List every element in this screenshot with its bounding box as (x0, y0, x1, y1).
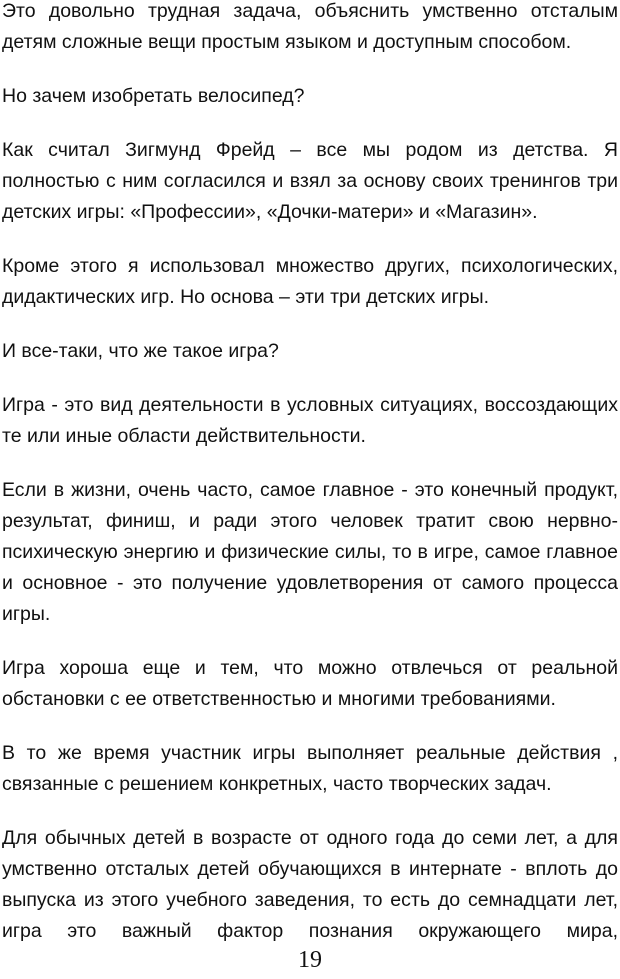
paragraph-other-games: Кроме этого я использовал множество других, психологических, дидактических игр. Но основа – эти три детских игры. (2, 255, 618, 308)
paragraph-life-vs-game: Если в жизни, очень часто, самое главное - это конечный продукт, результат, финиш, и ради этого человек тратит свою нервно-психическую энергию и физические силы, то в игре, самое главное и основное - это получение удовлетворения от самого процесса игры. (2, 479, 618, 625)
paragraph-what-is-game: И все-таки, что же такое игра? (2, 340, 279, 362)
paragraph-children-ages: Для обычных детей в возрасте от одного года до семи лет, а для умственно отсталых детей обучающихся в интернате - вплоть до выпуска из этого учебного заведения, то есть до семнадцати лет, игра это важный фактор познания окружающего мира, (2, 827, 618, 942)
page-number: 19 (298, 947, 322, 973)
paragraph-distraction: Игра хороша еще и тем, что можно отвлечься от реальной обстановки с ее ответственностью и многими требованиями. (2, 657, 618, 710)
paragraph-real-actions: В то же время участник игры выполняет реальные действия , связанные с решением конкретных, часто творческих задач. (2, 742, 618, 795)
paragraph-task-difficulty: Это довольно трудная задача, объяснить умственно отсталым детям сложные вещи простым языком и доступным способом. (2, 0, 618, 53)
paragraph-game-definition: Игра - это вид деятельности в условных ситуациях, воссоздающих те или иные области действительности. (2, 394, 618, 447)
page-body (2, 0, 618, 970)
paragraph-freud: Как считал Зигмунд Фрейд – все мы родом из детства. Я полностью с ним согласился и взял за основу своих тренингов три детских игры: «Профессии», «Дочки-матери» и «Магазин». (2, 139, 618, 223)
paragraph-reinvent-question: Но зачем изобретать велосипед? (2, 85, 305, 107)
